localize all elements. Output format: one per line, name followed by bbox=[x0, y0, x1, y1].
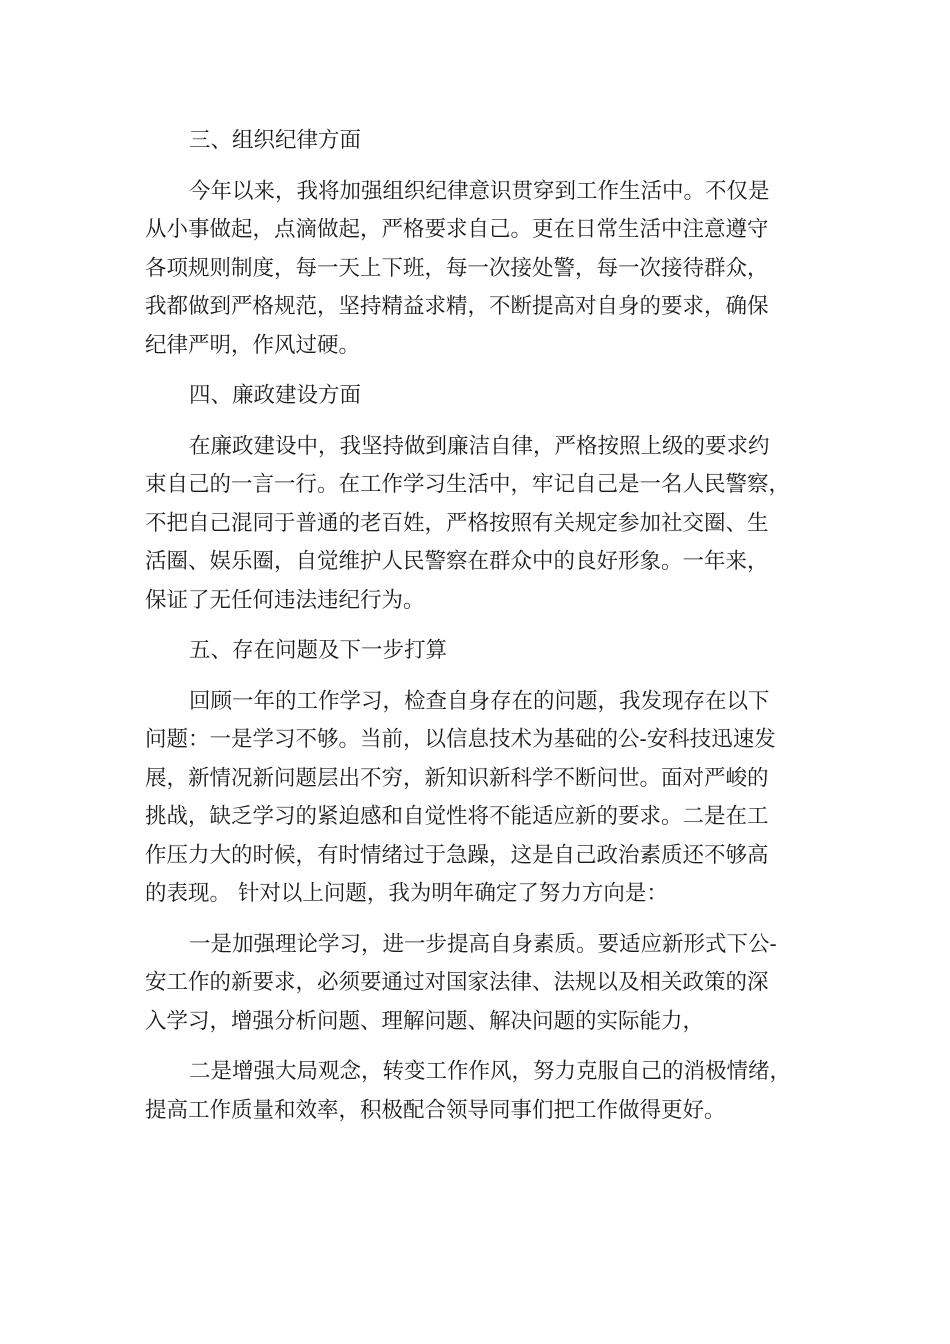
text-line: 二是增强大局观念，转变工作作风，努力克服自己的消极情绪， bbox=[189, 1059, 792, 1084]
text-line: 的表现。 针对以上问题，我为明年确定了努力方向是： bbox=[145, 881, 668, 906]
text-line: 作压力大的时候，有时情绪过于急躁，这是自己政治素质还不够高 bbox=[145, 842, 769, 868]
text-line: 今年以来，我将加强组织纪律意识贯穿到工作生活中。不仅是 bbox=[189, 178, 770, 204]
paragraph-plan-two bbox=[145, 1053, 805, 1130]
section-heading-problems-plans: 五、存在问题及下一步打算 bbox=[189, 638, 448, 663]
text-line: 提高工作质量和效率，积极配合领导同事们把工作做得更好。 bbox=[145, 1097, 726, 1123]
text-line: 展，新情况新问题层出不穷，新知识新科学不断问世。面对严峻的 bbox=[145, 765, 769, 791]
text-line: 安工作的新要求，必须要通过对国家法律、法规以及相关政策的深 bbox=[145, 970, 769, 995]
text-line: 从小事做起，点滴做起，严格要求自己。更在日常生活中注意遵守 bbox=[145, 217, 769, 242]
text-line: 回顾一年的工作学习，检查自身存在的问题，我发现存在以下 bbox=[189, 688, 770, 714]
text-line: 入学习，增强分析问题、理解问题、解决问题的实际能力， bbox=[145, 1008, 705, 1034]
section-heading-discipline: 三、组织纪律方面 bbox=[189, 128, 362, 153]
text-line: 不把自己混同于普通的老百姓，严格按照有关规定参加社交圈、生 bbox=[145, 510, 769, 536]
text-line: 纪律严明，作风过硬。 bbox=[145, 332, 361, 358]
paragraph-plan-one bbox=[145, 926, 805, 1042]
text-line: 活圈、娱乐圈，自觉维护人民警察在群众中的良好形象。一年来， bbox=[145, 549, 769, 574]
text-line: 我都做到严格规范，坚持精益求精，不断提高对自身的要求，确保 bbox=[145, 294, 769, 319]
paragraph-problems bbox=[145, 683, 805, 914]
text-line: 挑战，缺乏学习的紧迫感和自觉性将不能适应新的要求。二是在工 bbox=[145, 804, 769, 829]
text-line: 问题：一是学习不够。当前，以信息技术为基础的公-安科技迅速发 bbox=[145, 727, 776, 752]
text-line: 保证了无任何违法违纪行为。 bbox=[145, 587, 425, 613]
text-line: 在廉政建设中，我坚持做到廉洁自律，严格按照上级的要求约 bbox=[189, 433, 770, 459]
paragraph-discipline bbox=[145, 173, 805, 366]
text-line: 束自己的一言一行。在工作学习生活中，牢记自己是一名人民警察， bbox=[145, 472, 791, 497]
document-body bbox=[145, 122, 805, 1142]
text-line: 一是加强理论学习，进一步提高自身素质。要适应新形式下公- bbox=[189, 931, 777, 957]
paragraph-integrity bbox=[145, 428, 805, 621]
section-heading-integrity: 四、廉政建设方面 bbox=[189, 383, 362, 408]
text-line: 各项规则制度，每一天上下班，每一次接处警，每一次接待群众， bbox=[145, 255, 769, 281]
